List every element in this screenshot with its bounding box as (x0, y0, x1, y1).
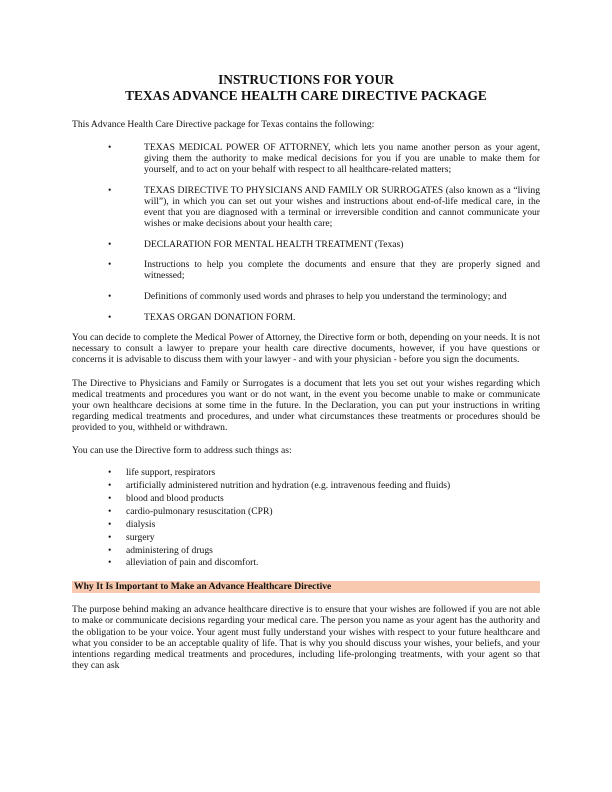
bullet-icon: • (108, 291, 112, 303)
intro-paragraph: This Advance Health Care Directive package for Texas contains the following: (72, 119, 375, 130)
list-item: • cardio-pulmonary resuscitation (CPR) (108, 505, 273, 517)
paragraph-directive-description: The Directive to Physicians and Family or Surrogates is a document that lets you set out your wishes regarding which medical treatments and procedures you want or do not want, in the event you become unable to make or communicate your own healthcare decisions at some time in the future. In the Declaration, you can put your instructions in writing regarding medical treatments and procedures, and under what circumstances these treatments or procedures should be provided to you, withheld or withdrawn. (72, 377, 540, 433)
bullet-icon: • (108, 184, 112, 196)
bullet-icon: • (108, 238, 112, 250)
list-item: • dialysis (108, 518, 156, 530)
bullet-icon: • (108, 544, 112, 556)
list-item: • artificially administered nutrition and hydration (e.g. intravenous feeding and fluids) (108, 479, 451, 491)
paragraph-importance: The purpose behind making an advance healthcare directive is to ensure that your wishes are followed if you are not able to make or communicate decisions regarding your medical care. The person you name as your agent has the authority and the obligation to be your voice. Your agent must fully understand your wishes with respect to your future healthcare and what you consider to be an acceptable quality of life. That is why you should discuss your wishes, your beliefs, and your intentions regarding medical treatments and procedures, including life-prolonging treatments, with your agent so that they can ask (72, 604, 540, 671)
bullet-icon: • (108, 557, 112, 569)
bullet-icon: • (108, 479, 112, 491)
package-contents-list (72, 142, 540, 323)
list-item: • TEXAS ORGAN DONATION FORM. (108, 311, 296, 323)
bullet-icon: • (108, 531, 112, 543)
list-item: • Definitions of commonly used words and phrases to help you understand the terminology; and (108, 291, 507, 303)
list-item: • blood and blood products (108, 492, 224, 504)
list-item: • TEXAS DIRECTIVE TO PHYSICIANS AND FAMILY OR SURROGATES (also known as a “living will”), in which you can set out your wishes and instructions about end-of-life medical care, in the event that you are diagnosed with a terminal or irreversible condition and cannot communicate your wishes or make decisions about your health care; (108, 184, 540, 230)
document-title (72, 72, 540, 103)
list-item: • Instructions to help you complete the documents and ensure that they are properly signed and witnessed; (108, 259, 540, 282)
bullet-icon: • (108, 505, 112, 517)
bullet-icon: • (108, 492, 112, 504)
paragraph-directive-uses: You can use the Directive form to address such things as: (72, 444, 292, 456)
bullet-icon: • (108, 259, 112, 271)
section-heading: Why It Is Important to Make an Advance Healthcare Directive (72, 581, 540, 593)
document-page (72, 72, 540, 671)
bullet-icon: • (108, 311, 112, 323)
paragraph-options: You can decide to complete the Medical Power of Attorney, the Directive form or both, depending on your needs. It is not necessary to consult a lawyer to prepare your health care directive documents, however, if you have questions or concerns it is advisable to discuss them with your lawyer - and with your physician - before you sign the documents. (72, 332, 540, 366)
title-line-2: TEXAS ADVANCE HEALTH CARE DIRECTIVE PACKAGE (125, 87, 487, 103)
bullet-icon: • (108, 467, 112, 479)
title-line-1: INSTRUCTIONS FOR YOUR (218, 72, 394, 87)
list-item: • alleviation of pain and discomfort. (108, 557, 259, 569)
list-item: • administering of drugs (108, 544, 213, 556)
bullet-icon: • (108, 142, 112, 154)
list-item: • life support, respirators (108, 467, 216, 479)
list-item: • TEXAS MEDICAL POWER OF ATTORNEY, which lets you name another person as your agent, giving them the authority to make medical decisions for you if you are unable to make them for yourself, and to act on your behalf with respect to all healthcare-related matters; (108, 142, 540, 176)
bullet-icon: • (108, 518, 112, 530)
list-item: • DECLARATION FOR MENTAL HEALTH TREATMENT (Texas) (108, 238, 404, 250)
directive-topics-list (72, 467, 540, 570)
list-item: • surgery (108, 531, 155, 543)
